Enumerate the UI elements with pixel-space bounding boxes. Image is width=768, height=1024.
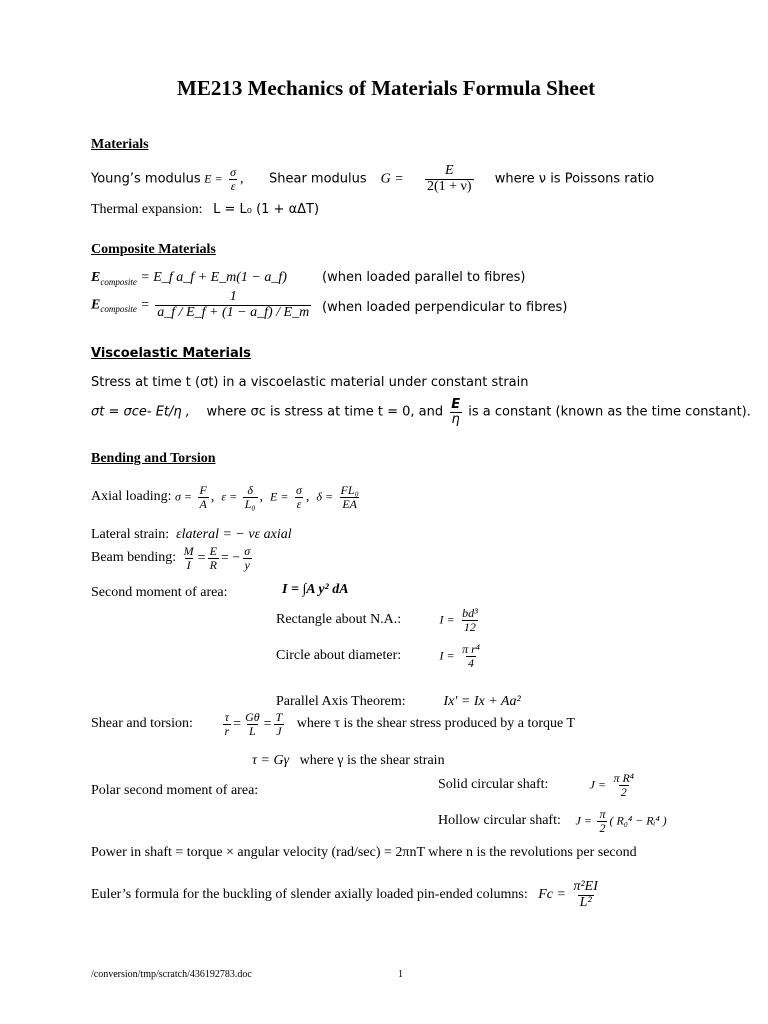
rectangle-row: Rectangle about N.A.: I = $\frac{\text{bd³}}{12}$: [276, 606, 478, 634]
rectangle-label: Rectangle about N.A.:: [276, 612, 402, 628]
thermal-row: [91, 202, 319, 218]
hollow-label: Hollow circular shaft:: [438, 813, 561, 829]
section-heading-composite: Composite Materials: [91, 242, 216, 257]
polar-label: Polar second moment of area:: [91, 783, 259, 798]
beam-label: Beam bending:: [91, 550, 177, 566]
thermal-formula: L = L₀ (1 + αΔT): [213, 202, 320, 217]
footer-path: /conversion/tmp/scratch/436192783.doc: [91, 969, 252, 980]
shear-label: Shear modulus: [269, 171, 367, 187]
lateral-strain-row: [91, 527, 292, 543]
axial-loading-row: Axial loading: σ = $\frac{F}{A}$ , ε = $\frac{\delta}{\text{L₀}}$ , E = $\frac{\sigma}{\varepsilon}$ , δ = $\frac{\text{FL₀}}{EA}$: [91, 483, 359, 511]
solid-label: Solid circular shaft:: [438, 777, 549, 793]
euler-text: Euler’s formula for the buckling of slender axially loaded pin-ended columns:: [91, 887, 528, 903]
thermal-label: Thermal expansion:: [91, 202, 203, 217]
torsion-note: where τ is the shear stress produced by a torque T: [296, 716, 576, 732]
euler-row: Euler’s formula for the buckling of slender axially loaded pin-ended columns: Fc = $\frac{\text{π²EI}}{\text{L²}}$: [91, 879, 598, 910]
section-heading-viscoelastic: Viscoelastic Materials: [91, 346, 251, 361]
lateral-label: Lateral strain:: [91, 527, 170, 542]
gamma-row: [252, 753, 445, 769]
solid-shaft-row: Solid circular shaft: J = $\frac{\text{π R⁴}}{2}$: [438, 771, 634, 799]
beam-bending-row: Beam bending: $\frac{M}{I}$ = $\frac{E}{R}$ = − $\frac{\sigma}{y}$: [91, 544, 251, 572]
shear-lhs: G =: [380, 171, 404, 187]
page-number: 1: [398, 969, 403, 980]
composite-parallel-formula: $E_{composite}$ = E_f a_f + E_m(1 − a_f): [91, 270, 287, 287]
gamma-formula: τ = Gγ: [252, 753, 290, 768]
circle-label: Circle about diameter:: [276, 648, 402, 664]
time-constant-fraction: $\frac{E}{\eta}$: [451, 397, 461, 427]
parallel-axis-row: [276, 694, 521, 710]
youngs-label: Young’s modulus: [91, 171, 201, 187]
youngs-fraction: $\frac{\sigma}{\varepsilon}$: [230, 165, 237, 193]
viscoelastic-note: is a constant (known as the time constant).: [468, 404, 751, 420]
parallel-axis-label: Parallel Axis Theorem:: [276, 694, 406, 709]
power-text: Power in shaft = torque × angular velocity (rad/sec) = 2πnT where n is the revolutions per second: [91, 845, 637, 860]
shear-torsion-row: Shear and torsion: $\frac{\tau}{r}$ = $\frac{G\theta}{L}$ = $\frac{T}{J}$ where τ is the shear stress produced by a torque T: [91, 710, 576, 738]
viscoelastic-formula-row: [91, 398, 751, 426]
circle-row: Circle about diameter: I = $\frac{\text{π r⁴}}{4}$: [276, 642, 480, 670]
viscoelastic-where: where σc is stress at time t = 0, and: [206, 404, 444, 420]
youngs-modulus-row: Young’s modulus E = $\frac{\sigma}{\varepsilon}$ ,: [91, 165, 244, 193]
page-title: ME213 Mechanics of Materials Formula Sheet: [177, 76, 596, 100]
axial-label: Axial loading:: [91, 489, 172, 505]
shear-modulus-row: [269, 164, 654, 194]
lateral-formula: εlateral = − νε axial: [176, 527, 292, 542]
youngs-lhs: E =: [204, 171, 223, 186]
viscoelastic-stress-text: Stress at time t (σt) in a viscoelastic material under constant strain: [91, 375, 529, 390]
shear-note: where ν is Poissons ratio: [494, 171, 655, 187]
hollow-shaft-row: Hollow circular shaft: J = $\frac{\pi}{2}$ ( R₀⁴ − Rᵢ⁴ ): [438, 807, 667, 835]
section-heading-bending: Bending and Torsion: [91, 451, 216, 466]
second-moment-label: Second moment of area:: [91, 585, 228, 600]
second-moment-formula: I = ∫A y² dA: [282, 582, 349, 597]
section-heading-materials: Materials: [91, 137, 149, 152]
shear-fraction: $\frac{E}{2(1 + \nu)}$: [426, 163, 472, 194]
gamma-note: where γ is the shear strain: [299, 753, 445, 768]
composite-perp-note: (when loaded perpendicular to fibres): [322, 300, 568, 315]
viscoelastic-formula: σt = σce- Et/η ,: [91, 404, 190, 420]
shear-torsion-label: Shear and torsion:: [91, 716, 193, 732]
composite-perp-formula: $E_{composite}$ = $\frac{1}{a\_f / E\_f + (1 - a\_f) / E\_m}$: [91, 289, 310, 320]
composite-parallel-note: (when loaded parallel to fibres): [322, 270, 526, 285]
parallel-axis-formula: Ix' = Ix + Aa²: [443, 694, 521, 709]
